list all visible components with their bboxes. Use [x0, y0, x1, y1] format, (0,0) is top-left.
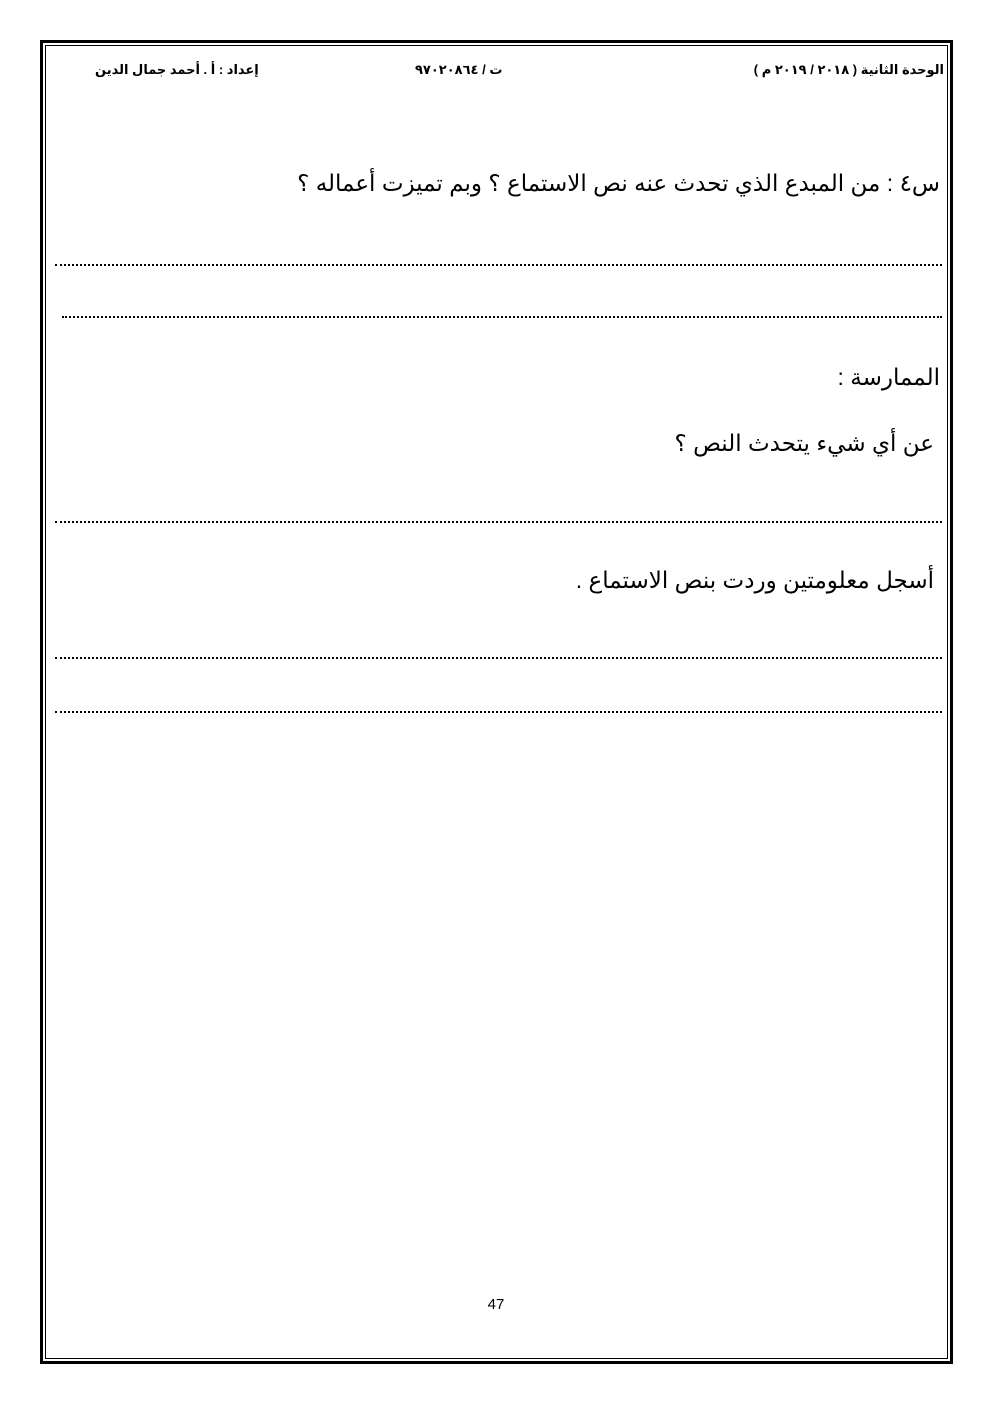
header-unit-label: الوحدة الثانية ( ٢٠١٨ / ٢٠١٩ م ) [753, 62, 944, 77]
answer-line[interactable] [55, 521, 942, 523]
answer-line[interactable] [55, 264, 942, 266]
header-author-label: إعداد : أ . أحمد جمال الدين [95, 62, 259, 77]
question-4: س٤ : من المبدع الذي تحدث عنه نص الاستماع ؟ وبم تميزت أعماله ؟ [297, 170, 940, 196]
practice-heading: الممارسة : [837, 364, 940, 390]
practice-question-2: أسجل معلومتين وردت بنص الاستماع . [575, 567, 934, 593]
page-border-inner [45, 45, 948, 1359]
answer-line[interactable] [55, 711, 942, 713]
answer-line[interactable] [62, 316, 942, 318]
page-number: 47 [487, 1296, 505, 1313]
header-phone-label: ت / ٩٧٠٢٠٨٦٤ [415, 62, 503, 77]
practice-question-1: عن أي شيء يتحدث النص ؟ [674, 430, 934, 456]
answer-line[interactable] [55, 657, 942, 659]
